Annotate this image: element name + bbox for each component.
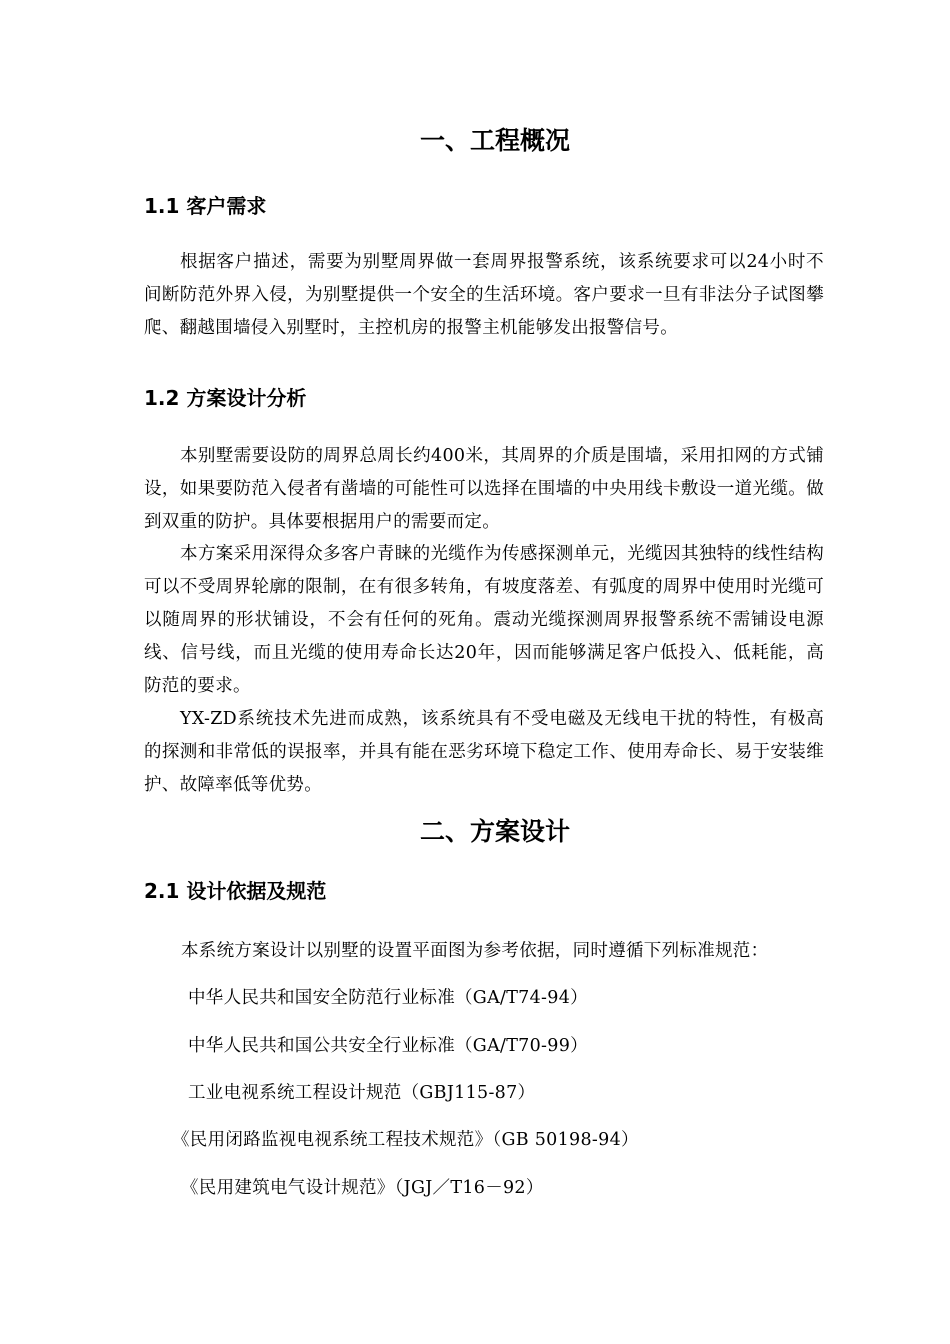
section-1-title: 一、工程概况 xyxy=(419,126,570,155)
section-1-2-paragraph-1: 本别墅需要设防的周界总周长约400米，其周界的介质是围墙，采用扣网的方式铺设，如果要防范入侵者有凿墙的可能性可以选择在围墙的中央用线卡敷设一道光缆。做到双重的防护。具体要根据用户的需要而定。 xyxy=(144,446,824,532)
standard-item: 工业电视系统工程设计规范（GBJ115-87） xyxy=(188,1083,536,1103)
section-2-title: 二、方案设计 xyxy=(419,817,570,846)
section-2-1-intro: 本系统方案设计以别墅的设置平面图为参考依据，同时遵循下列标准规范： xyxy=(181,941,769,961)
section-2-1-heading: 2.1 设计依据及规范 xyxy=(144,879,327,903)
standard-item: 中华人民共和国公共安全行业标准（GA/T70-99） xyxy=(188,1036,588,1056)
standard-item: 《民用闭路监视电视系统工程技术规范》（GB 50198-94） xyxy=(172,1130,639,1150)
section-1-1-heading: 1.1 客户需求 xyxy=(144,194,267,218)
section-1-2-paragraph-2: 本方案采用深得众多客户青睐的光缆作为传感探测单元，光缆因其独特的线性结构可以不受周界轮廓的限制，在有很多转角，有坡度落差、有弧度的周界中使用时光缆可以随周界的形状铺设，不会有任何的死角。震动光缆探测周界报警系统不需铺设电源线、信号线，而且光缆的使用寿命长达20年，因而能够满足客户低投入、低耗能，高防范的要求。 xyxy=(144,544,824,696)
section-1-2-heading: 1.2 方案设计分析 xyxy=(144,386,307,410)
standard-item: 中华人民共和国安全防范行业标准（GA/T74-94） xyxy=(188,988,588,1008)
standard-item: 《民用建筑电气设计规范》（JGJ／T16－92） xyxy=(181,1178,544,1198)
section-1-2-paragraph-3: YX-ZD系统技术先进而成熟，该系统具有不受电磁及无线电干扰的特性，有极高的探测和非常低的误报率，并具有能在恶劣环境下稳定工作、使用寿命长、易于安装维护、故障率低等优势。 xyxy=(144,709,824,795)
section-1-1-paragraph: 根据客户描述，需要为别墅周界做一套周界报警系统，该系统要求可以24小时不间断防范外界入侵，为别墅提供一个安全的生活环境。客户要求一旦有非法分子试图攀爬、翻越围墙侵入别墅时，主控机房的报警主机能够发出报警信号。 xyxy=(144,252,824,338)
